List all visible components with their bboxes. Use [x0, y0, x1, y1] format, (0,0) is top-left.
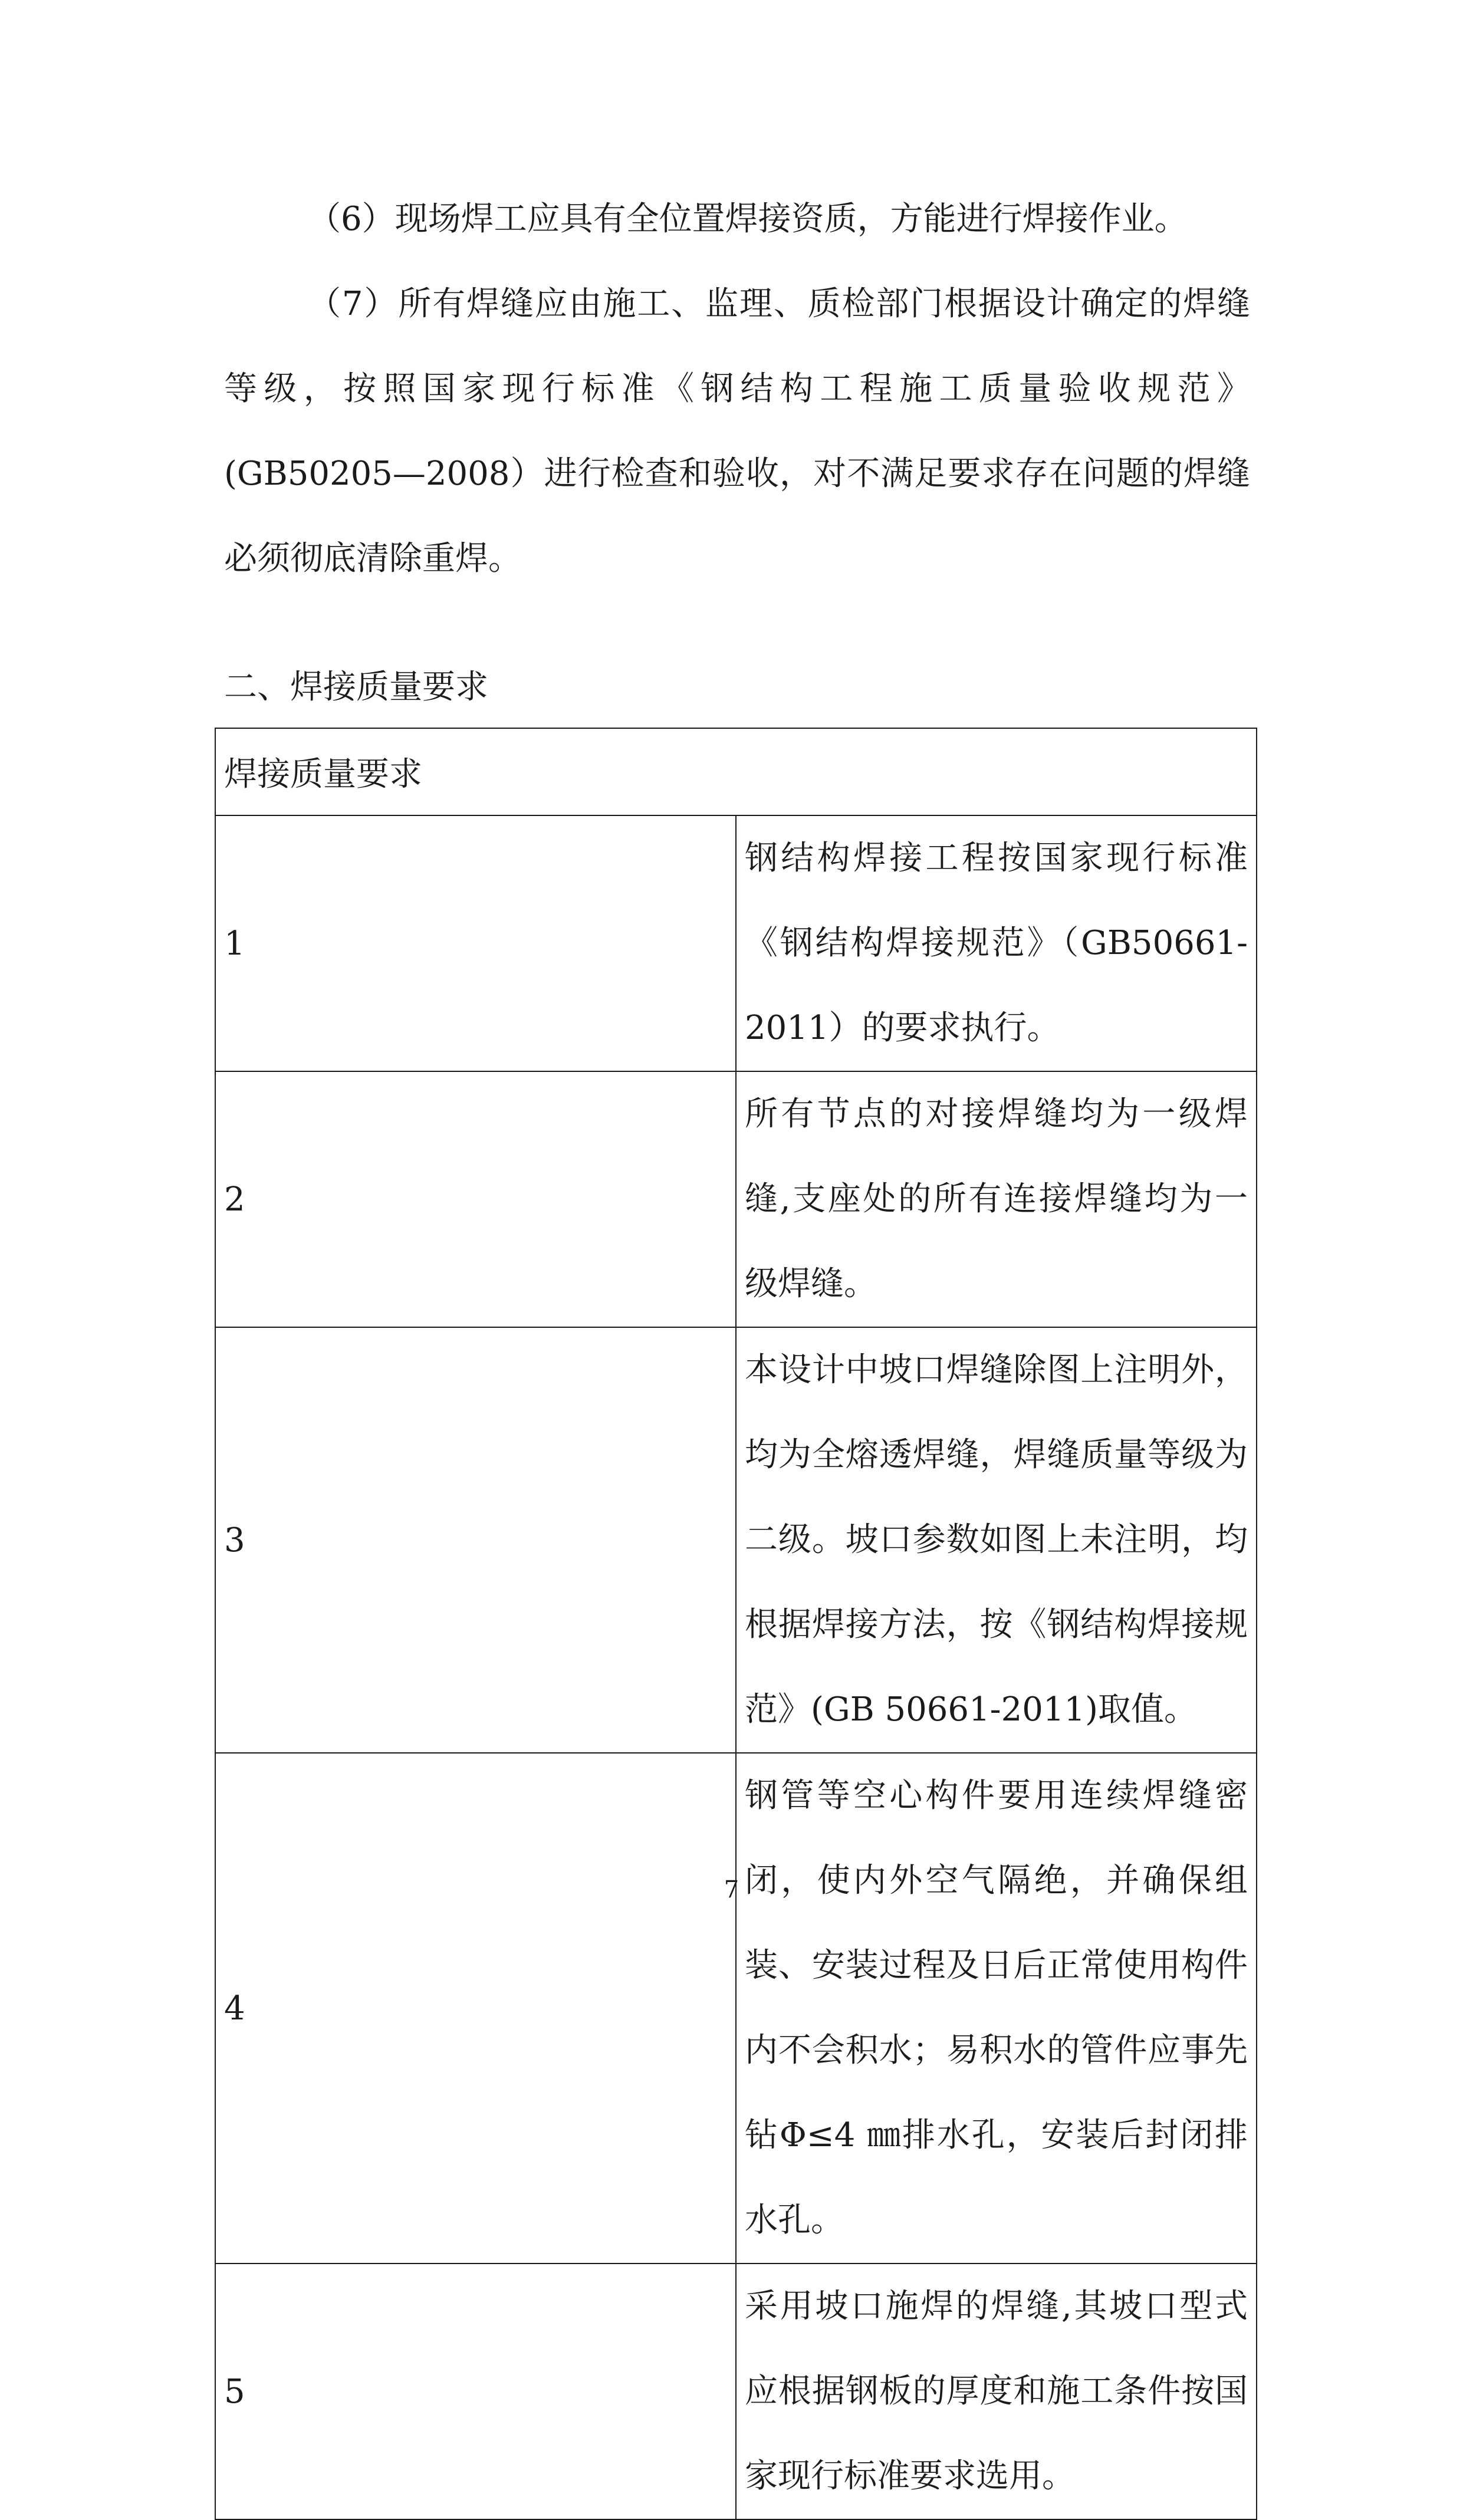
page-number: 7	[724, 1876, 739, 1903]
table-header-cell: 焊接质量要求	[215, 728, 1257, 815]
row-text: 钢管等空心构件要用连续焊缝密闭，使内外空气隔绝，并确保组装、安装过程及日后正常使用构件内不会积水；易积水的管件应事先钻Φ≤4 ㎜排水孔，安装后封闭排水孔。	[736, 1753, 1257, 2264]
row-number: 3	[215, 1327, 736, 1753]
table-row	[215, 1071, 1257, 1327]
table-row	[215, 1753, 1257, 2264]
table-row	[215, 2264, 1257, 2519]
table-row	[215, 815, 1257, 1071]
row-number: 4	[215, 1753, 736, 2264]
table-row	[215, 1327, 1257, 1753]
row-text: 采用坡口施焊的焊缝,其坡口型式应根据钢板的厚度和施工条件按国家现行标准要求选用。	[736, 2264, 1257, 2519]
section-title: 二、焊接质量要求	[224, 668, 488, 706]
row-number: 5	[215, 2264, 736, 2519]
row-text: 本设计中坡口焊缝除图上注明外，均为全熔透焊缝，焊缝质量等级为二级。坡口参数如图上未注明，均根据焊接方法，按《钢结构焊接规范》(GB 50661-2011)取值。	[736, 1327, 1257, 1753]
table-header-row	[215, 728, 1257, 815]
row-text: 所有节点的对接焊缝均为一级焊缝,支座处的所有连接焊缝均为一级焊缝。	[736, 1071, 1257, 1327]
welding-quality-table	[215, 728, 1257, 2520]
paragraph-item-6: （6）现场焊工应具有全位置焊接资质，方能进行焊接作业。	[308, 200, 1188, 238]
row-text: 钢结构焊接工程按国家现行标准《钢结构焊接规范》（GB50661-2011）的要求执行。	[736, 815, 1257, 1071]
paragraph-item-7: （7）所有焊缝应由施工、监理、质检部门根据设计确定的焊缝等级，按照国家现行标准《钢结构工程施工质量验收规范》(GB50205—2008）进行检查和验收，对不满足要求存在问题的焊缝必须彻底清除重焊。	[224, 285, 1250, 578]
row-number: 2	[215, 1071, 736, 1327]
row-number: 1	[215, 815, 736, 1071]
